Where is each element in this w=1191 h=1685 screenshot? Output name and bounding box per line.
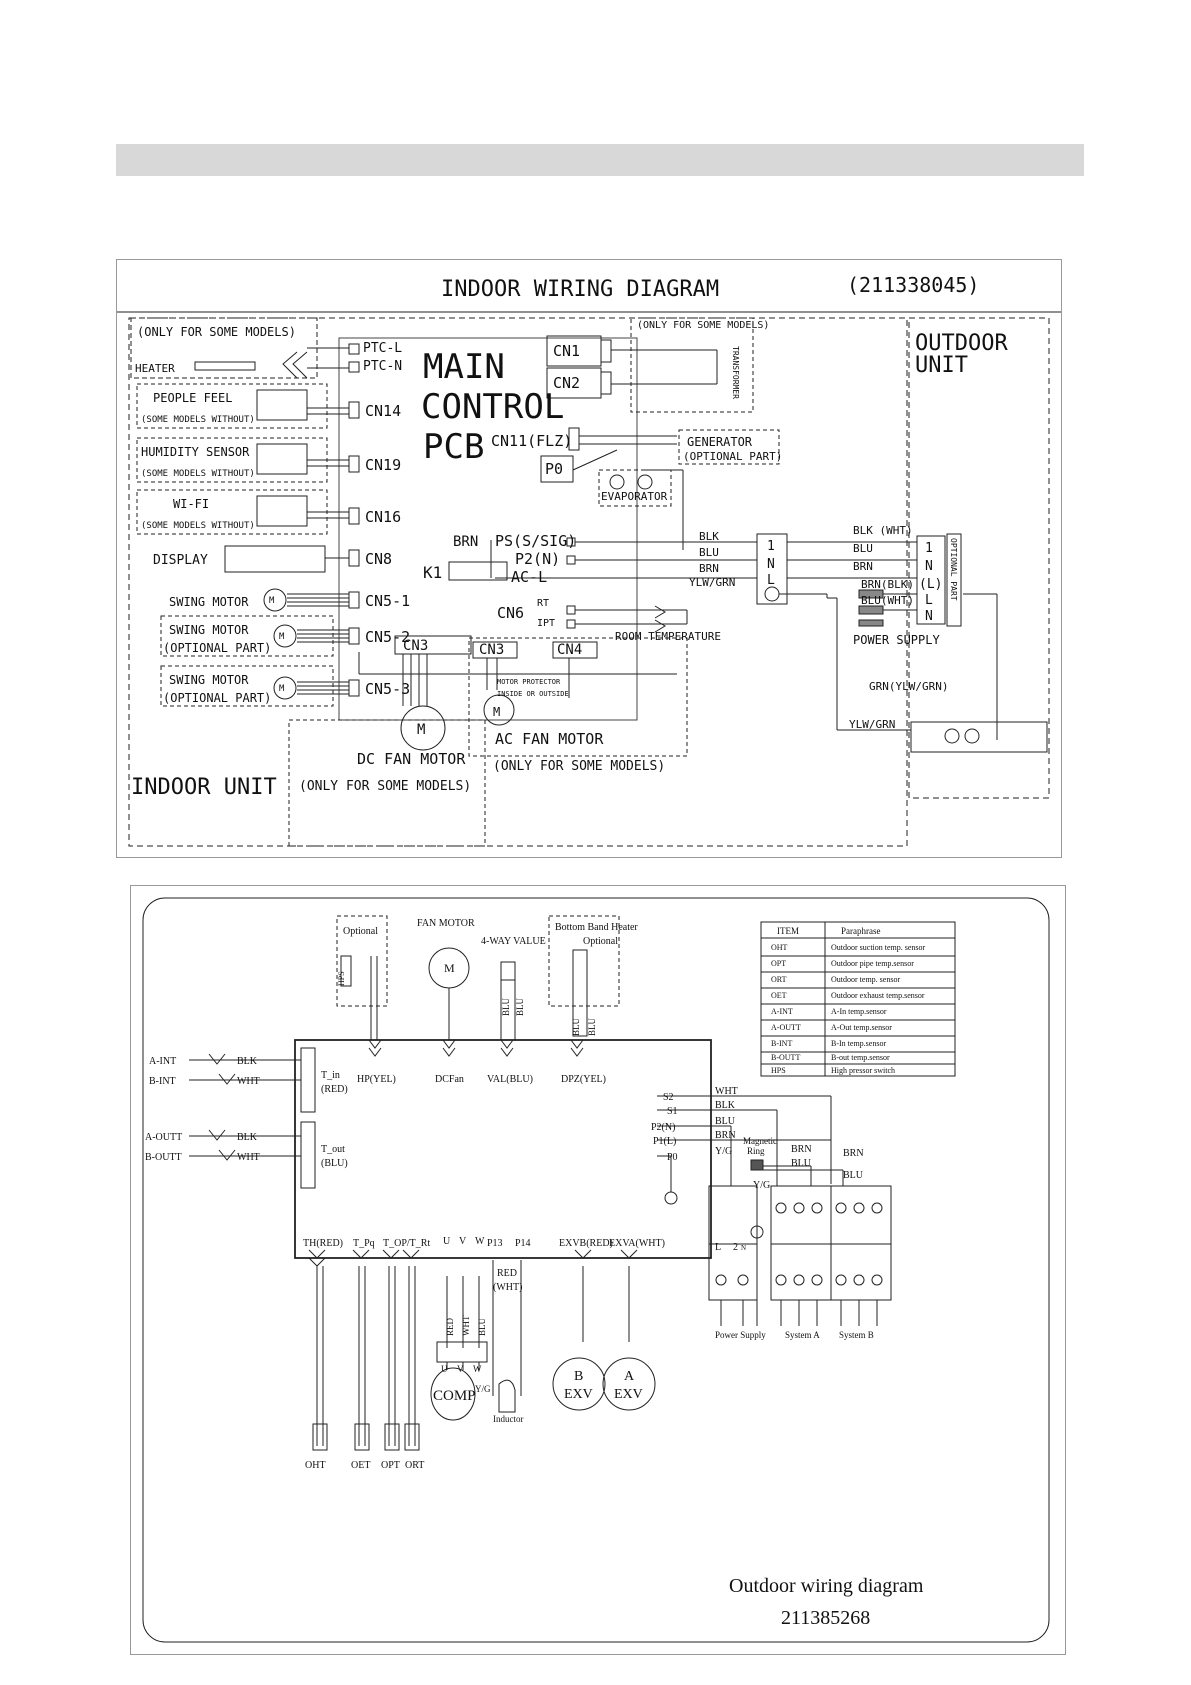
table-item-b-outt: B-OUTT xyxy=(771,1053,801,1062)
heater-wire-blu-1: BLU xyxy=(571,1018,581,1036)
cn3-ac-label: CN3 xyxy=(479,642,505,658)
conn-dpz: DPZ(YEL) xyxy=(561,1074,606,1085)
sensor-b-outt-color: WHT xyxy=(237,1152,260,1163)
sensor-a-outt-color: BLK xyxy=(237,1132,257,1143)
swing-motor-3-m: M xyxy=(279,684,285,694)
table-para-b-int: B-In temp.sensor xyxy=(831,1039,887,1048)
outdoor-unit-label-2: UNIT xyxy=(915,353,968,378)
hps-label: HPS xyxy=(337,971,346,986)
evaporator-label: EVAPORATOR xyxy=(601,490,668,503)
terminal-system-b: System B xyxy=(839,1330,874,1340)
ind-wht: (WHT) xyxy=(493,1282,523,1293)
control-label: CONTROL xyxy=(421,387,565,427)
b-exv-b: B xyxy=(574,1369,584,1384)
pin-p14: P14 xyxy=(515,1238,531,1249)
humidity-sensor-label: HUMIDITY SENSOR xyxy=(141,445,250,459)
pin-s1: S1 xyxy=(667,1106,678,1117)
heater-note: (ONLY FOR SOME MODELS) xyxy=(137,325,296,339)
conn-val: VAL(BLU) xyxy=(487,1074,533,1085)
ylwgrn-out-label: YLW/GRN xyxy=(849,718,896,731)
pin-s2: S2 xyxy=(663,1092,674,1103)
out-term-n: N xyxy=(925,559,933,574)
cn5-2-label: CN5-2 xyxy=(365,628,411,646)
section-header-bar xyxy=(116,144,1084,176)
terminal-system-a: System A xyxy=(785,1330,820,1340)
out-wire-5: BLU(WHT) xyxy=(861,594,914,607)
b-exv-exv: EXV xyxy=(564,1387,593,1402)
term-blu-1: BLU xyxy=(791,1158,811,1169)
conn-hp: HP(YEL) xyxy=(357,1074,396,1085)
t-in-label: T_in xyxy=(321,1070,340,1081)
out-wire-4: BRN(BLK) xyxy=(861,578,914,591)
main-label: MAIN xyxy=(423,347,505,387)
term-blu-2: BLU xyxy=(843,1170,863,1181)
wire-p0: Y/G xyxy=(715,1146,733,1157)
sensor-ort: ORT xyxy=(405,1460,425,1471)
p0-label: P0 xyxy=(545,460,564,478)
power-supply-label: POWER SUPPLY xyxy=(853,633,940,647)
swing-motor-3-note: (OPTIONAL PART) xyxy=(163,691,272,705)
ipt-label: IPT xyxy=(537,618,556,629)
pin-v: V xyxy=(459,1236,467,1247)
pin-w: W xyxy=(475,1236,485,1247)
k1-label: K1 xyxy=(423,563,443,582)
outdoor-wiring-panel xyxy=(130,885,1066,1655)
wifi-note: (SOME MODELS WITHOUT) xyxy=(141,521,255,531)
cn16-label: CN16 xyxy=(365,508,402,526)
heater-label: HEATER xyxy=(135,362,175,375)
cn5-3-label: CN5-3 xyxy=(365,680,411,698)
conn-th: TH(RED) xyxy=(303,1238,343,1249)
sensor-oet: OET xyxy=(351,1460,371,1471)
t-in-color: (RED) xyxy=(321,1084,348,1095)
swing-motor-2-note: (OPTIONAL PART) xyxy=(163,641,272,655)
sensor-a-int-color: BLK xyxy=(237,1056,257,1067)
pin-u: U xyxy=(443,1236,451,1247)
wire-blu: BLU xyxy=(699,546,719,559)
term-brn-1: BRN xyxy=(791,1144,812,1155)
t-out-color: (BLU) xyxy=(321,1158,348,1169)
wire-p1: BRN xyxy=(715,1130,736,1141)
wire-ylwgrn: YLW/GRN xyxy=(689,576,736,589)
rt-label: RT xyxy=(537,598,550,609)
out-term-l-paren: (L) xyxy=(919,577,943,592)
sensor-b-int-color: WHT xyxy=(237,1076,260,1087)
term-mark-l: L xyxy=(715,1242,722,1253)
room-temperature-label: ROOM TEMPERATURE xyxy=(615,630,721,643)
sensor-b-outt: B-OUTT xyxy=(145,1152,182,1163)
a-exv-a: A xyxy=(624,1369,635,1384)
out-wire-2: BLU xyxy=(853,542,873,555)
outdoor-unit-box xyxy=(909,318,1049,798)
transformer-note: (ONLY FOR SOME MODELS) xyxy=(637,320,770,331)
wifi-label: WI-FI xyxy=(173,497,210,511)
comp-wire-wht: WHT xyxy=(461,1315,471,1336)
cn8-label: CN8 xyxy=(365,550,393,568)
table-item-b-int: B-INT xyxy=(771,1039,793,1048)
people-feel-note: (SOME MODELS WITHOUT) xyxy=(141,415,255,425)
table-item-opt: OPT xyxy=(771,959,787,968)
table-head-para: Paraphrase xyxy=(841,926,881,936)
grn-label: GRN(YLW/GRN) xyxy=(869,680,949,693)
fan-motor-label: FAN MOTOR xyxy=(417,918,475,929)
optional-part-vertical: OPTIONAL PART xyxy=(949,538,958,601)
ps-label: PS(S/SIG) xyxy=(495,532,577,550)
people-feel-label: PEOPLE FEEL xyxy=(153,391,233,405)
out-term-1: 1 xyxy=(925,541,933,556)
cn3-dc-label: CN3 xyxy=(403,638,429,654)
wire-s2: WHT xyxy=(715,1086,738,1097)
table-item-hps: HPS xyxy=(771,1066,786,1075)
table-para-opt: Outdoor pipe temp.sensor xyxy=(831,959,914,968)
conn-exvb: EXVB(RED) xyxy=(559,1238,613,1249)
four-way-wire-blu-2: BLU xyxy=(515,998,525,1016)
conn-exva: EXVA(WHT) xyxy=(609,1238,665,1249)
fan-motor-m: M xyxy=(444,961,455,975)
cn1-label: CN1 xyxy=(553,342,581,360)
table-item-oet: OET xyxy=(771,991,787,1000)
pcb-label: PCB xyxy=(423,427,485,467)
term-1: 1 xyxy=(767,539,775,554)
a-exv-exv: EXV xyxy=(614,1387,643,1402)
out-wire-3: BRN xyxy=(853,560,873,573)
p2-label: P2(N) xyxy=(515,550,561,568)
dc-fan-motor-label: DC FAN MOTOR xyxy=(357,750,466,768)
display-label: DISPLAY xyxy=(153,553,208,568)
sensor-b-int: B-INT xyxy=(149,1076,176,1087)
swing-motor-1-label: SWING MOTOR xyxy=(169,595,249,609)
term-n: N xyxy=(767,557,775,572)
comp-yg: Y/G xyxy=(475,1384,491,1394)
table-head-item: ITEM xyxy=(777,926,799,936)
dc-motor-m: M xyxy=(417,722,426,738)
four-way-wire-blu-1: BLU xyxy=(501,998,511,1016)
ac-motor-m: M xyxy=(493,705,501,719)
table-para-oet: Outdoor exhaust temp.sensor xyxy=(831,991,925,1000)
pin-p13: P13 xyxy=(487,1238,503,1249)
sensor-oht: OHT xyxy=(305,1460,326,1471)
swing-motor-3-label: SWING MOTOR xyxy=(169,673,249,687)
swing-motor-1-m: M xyxy=(269,596,275,606)
outdoor-caption: Outdoor wiring diagram xyxy=(729,1575,924,1597)
magnetic-label: Magnetic xyxy=(743,1136,777,1146)
ptc-n-label: PTC-N xyxy=(363,359,403,374)
sensor-opt: OPT xyxy=(381,1460,400,1471)
comp-label: COMP xyxy=(433,1388,476,1404)
comp-pin-w: W xyxy=(473,1364,482,1374)
inside-outside-label: INSIDE OR OUTSIDE xyxy=(497,690,569,698)
generator-note: (OPTIONAL PART) xyxy=(683,450,783,463)
pin-p2: P2(N) xyxy=(651,1122,676,1133)
table-para-a-int: A-In temp.sensor xyxy=(831,1007,887,1016)
swing-motor-2-m: M xyxy=(279,632,285,642)
humidity-note: (SOME MODELS WITHOUT) xyxy=(141,469,255,479)
wire-s1: BLK xyxy=(715,1100,735,1111)
dc-fan-note: (ONLY FOR SOME MODELS) xyxy=(299,779,472,794)
cn5-1-label: CN5-1 xyxy=(365,592,411,610)
cn4-label: CN4 xyxy=(557,642,583,658)
table-para-b-outt: B-out temp.sensor xyxy=(831,1053,890,1062)
bottom-band-optional: Optional xyxy=(583,936,618,947)
motor-protector-label: MOTOR PROTECTOR xyxy=(497,678,561,686)
ring-label: Ring xyxy=(747,1146,765,1156)
comp-pin-v: V xyxy=(457,1364,464,1374)
table-item-a-outt: A-OUTT xyxy=(771,1023,801,1032)
term-l: L xyxy=(767,573,775,588)
out-term-n2: N xyxy=(925,609,933,624)
sensor-a-outt: A-OUTT xyxy=(145,1132,183,1143)
term-brn-2: BRN xyxy=(843,1148,864,1159)
conn-dcfan: DCFan xyxy=(435,1074,464,1085)
wire-p2: BLU xyxy=(715,1116,735,1127)
outdoor-wiring-diagram xyxy=(131,886,1065,1654)
table-para-a-outt: A-Out temp.sensor xyxy=(831,1023,892,1032)
transformer-label: TRANSFORMER xyxy=(731,346,740,399)
cn11-label: CN11(FLZ) xyxy=(491,432,573,450)
conn-top: T_OP/T_Rt xyxy=(383,1238,431,1249)
cn14-label: CN14 xyxy=(365,402,402,420)
table-item-ort: ORT xyxy=(771,975,787,984)
wire-blk: BLK xyxy=(699,530,719,543)
indoor-unit-label: INDOOR UNIT xyxy=(131,775,277,800)
t-out-label: T_out xyxy=(321,1144,345,1155)
ac-fan-motor-label: AC FAN MOTOR xyxy=(495,730,604,748)
acl-label: AC-L xyxy=(511,568,548,586)
cn19-label: CN19 xyxy=(365,456,402,474)
out-term-l: L xyxy=(925,593,933,608)
pin-p0: P0 xyxy=(667,1152,678,1163)
terminal-power-supply: Power Supply xyxy=(715,1330,766,1340)
term-mark-n: N xyxy=(741,1244,747,1252)
term-mark-2: 2 xyxy=(733,1242,738,1253)
comp-wire-blu: BLU xyxy=(477,1318,487,1336)
ind-red: RED xyxy=(497,1268,517,1279)
indoor-diagram-code: (211338045) xyxy=(847,273,980,297)
yg-terminal: Y/G xyxy=(753,1180,771,1191)
bottom-band-heater-label: Bottom Band Heater xyxy=(555,922,638,933)
wire-brn: BRN xyxy=(699,562,719,575)
sensor-a-int: A-INT xyxy=(149,1056,177,1067)
pin-p1: P1(L) xyxy=(653,1136,677,1147)
ptc-l-label: PTC-L xyxy=(363,341,403,356)
optional-hps-label: Optional xyxy=(343,926,378,937)
cn6-label: CN6 xyxy=(497,604,525,622)
table-para-ort: Outdoor temp. sensor xyxy=(831,975,901,984)
table-item-a-int: A-INT xyxy=(771,1007,793,1016)
inductor-label: Inductor xyxy=(493,1414,524,1424)
table-para-hps: High pressor switch xyxy=(831,1066,895,1075)
out-wire-1: BLK (WHT) xyxy=(853,524,913,537)
ac-fan-note: (ONLY FOR SOME MODELS) xyxy=(493,759,666,774)
comp-wire-red: RED xyxy=(445,1318,455,1336)
table-para-oht: Outdoor suction temp. sensor xyxy=(831,943,926,952)
brn-label: BRN xyxy=(453,534,479,550)
table-item-oht: OHT xyxy=(771,943,788,952)
cn2-label: CN2 xyxy=(553,374,581,392)
generator-label: GENERATOR xyxy=(687,435,753,449)
comp-pin-u: U xyxy=(441,1364,448,1374)
outdoor-unit-label-1: OUTDOOR xyxy=(915,331,1008,356)
indoor-wiring-panel xyxy=(116,259,1062,858)
indoor-title: INDOOR WIRING DIAGRAM xyxy=(441,277,720,302)
outdoor-caption-code: 211385268 xyxy=(781,1607,871,1629)
heater-wire-blu-2: BLU xyxy=(587,1018,597,1036)
four-way-label: 4-WAY VALUE xyxy=(481,936,546,947)
indoor-wiring-diagram xyxy=(117,260,1061,857)
swing-motor-2-label: SWING MOTOR xyxy=(169,623,249,637)
conn-tpq: T_Pq xyxy=(353,1238,375,1249)
